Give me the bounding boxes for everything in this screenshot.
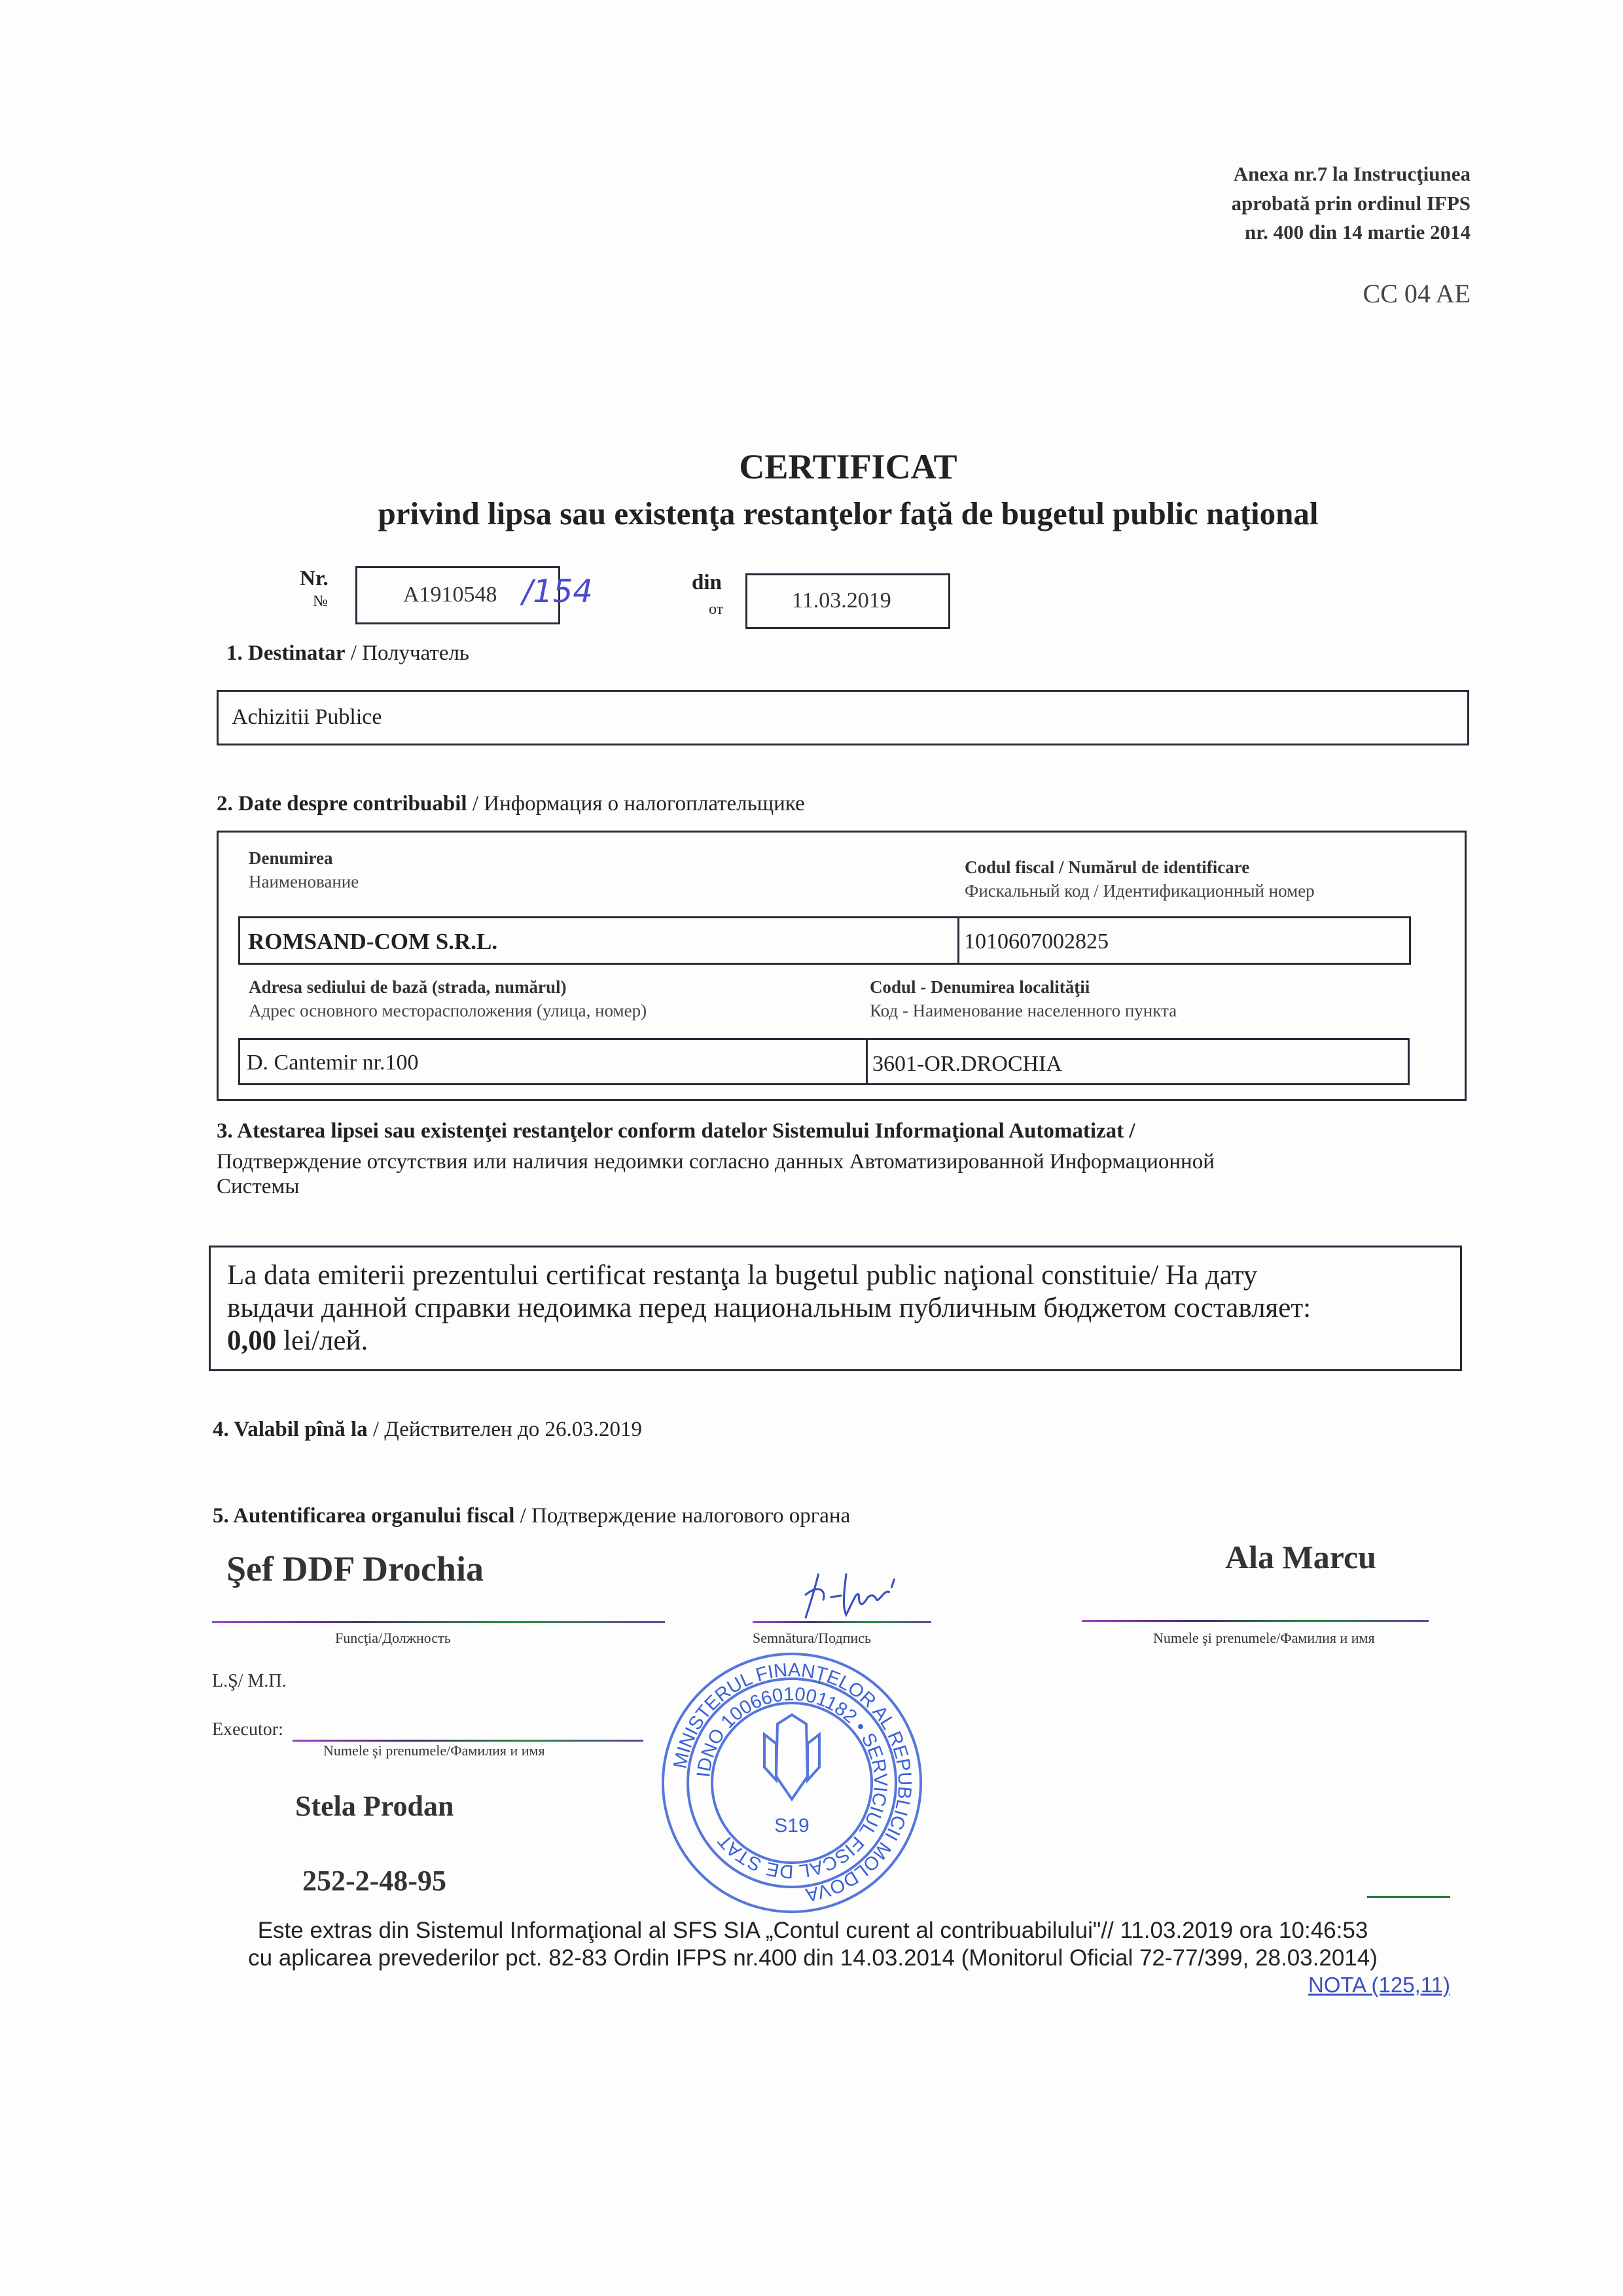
certificate-date: 11.03.2019 [792,588,891,613]
annex-line-3: nr. 400 din 14 martie 2014 [1244,221,1471,243]
footer-line-1: Este extras din Sistemul Informaţional al SFS SIA „Contul curent al contribuabilului"// 11.03.2019 ora 10:46:53 [257,1918,1368,1943]
company-name: ROMSAND-COM S.R.L. [248,929,498,954]
locality-value: 3601-OR.DROCHIA [872,1052,1062,1076]
arrears-amount: 0,00 [227,1325,277,1356]
recipient-field [217,690,1469,745]
executor-name: Stela Prodan [295,1790,454,1822]
handwritten-signature [785,1564,942,1620]
currency: lei/лей. [276,1325,368,1356]
note-link[interactable]: NOTA (125,11) [1308,1973,1450,1997]
signature-line [753,1621,931,1623]
address-locality-row [238,1038,1410,1085]
name-label-ru: Наименование [249,872,359,891]
section1-heading [226,641,469,666]
recipient-value: Achizitii Publice [232,705,382,729]
address-label-ru: Адрес основного месторасположения (улица, номер) [249,1001,647,1020]
divider [957,918,959,963]
certificate-date-field [745,573,950,629]
document-subtitle: privind lipsa sau existenţa restanţelor faţă de bugetul public naţional [378,495,1319,531]
handwritten-number-suffix: /154 [522,573,593,610]
section5-heading-ro: 5. Autentificarea organului fiscal [213,1504,515,1528]
name-line [1082,1620,1429,1622]
name-label: Denumirea [249,848,333,868]
document-title: CERTIFICAT [739,447,957,486]
section1-heading-ro: 1. Destinatar [226,641,346,665]
annex-line-1: Anexa nr.7 la Instrucţiunea [1233,162,1471,185]
official-function: Şef DDF Drochia [226,1549,484,1588]
valid-until-label: 4. Valabil pînă la [213,1418,368,1441]
stamp-inner-text: IDNO 1006601001182 • SERVICIUL FISCAL DE STAT [693,1683,891,1882]
certificate-number: A1910548 [403,583,497,607]
section3-heading-ru-2: Системы [217,1175,300,1198]
executor-phone: 252-2-48-95 [302,1865,446,1897]
certificate-number-field [355,566,593,624]
section2-heading [217,792,805,816]
address-value: D. Cantemir nr.100 [247,1050,419,1075]
annex-line-2: aprobată prin ordinul IFPS [1231,192,1471,215]
section4-heading [213,1418,642,1442]
arrears-amount-line [227,1325,368,1357]
ls-label: L.Ş/ M.П. [212,1671,287,1691]
executor-label: Executor: [212,1719,283,1740]
arrears-statement-box [209,1246,1462,1371]
function-label: Funcţia/Должность [335,1630,451,1646]
footer-line-2: cu aplicarea prevederilor pct. 82-83 Ordin IFPS nr.400 din 14.03.2014 (Monitorul Oficial 72-77/399, 28.03.2014) [248,1945,1378,1971]
section2-heading-ro: 2. Date despre contribuabil [217,792,467,816]
section3-heading: 3. Atestarea lipsei sau existenţei restanţelor conform datelor Sistemului Informaţional Automatizat / [217,1119,1135,1143]
address-label: Adresa sediului de bază (strada, numărul) [249,977,567,997]
din-label: din [692,571,722,594]
nr-label-ru: № [313,593,328,610]
stamp-code: S19 [774,1815,810,1837]
section5-heading-ru: / Подтверждение налогового органа [514,1504,851,1528]
din-label-ru: от [709,601,724,618]
name-label: Numele şi prenumele/Фамилия и имя [1153,1630,1375,1646]
official-stamp [661,1652,923,1914]
valid-until-ru: / Действителен до 26.03.2019 [367,1418,642,1441]
executor-line [293,1740,643,1742]
official-name: Ala Marcu [1225,1539,1376,1575]
form-code: CC 04 AE [1363,279,1471,308]
locality-label: Codul - Denumirea localităţii [870,977,1090,997]
signature-label: Semnătura/Подпись [753,1630,871,1646]
fiscal-code-label-ru: Фискальный код / Идентификационный номер [965,881,1315,901]
fiscal-code-label: Codul fiscal / Numărul de identificare [965,857,1250,877]
divider [866,1040,868,1083]
fiscal-code-value: 1010607002825 [964,929,1109,954]
arrears-text-1: La data emiterii prezentului certificat restanţa la bugetul public naţional constituie/ На дату [227,1260,1258,1291]
section5-heading [213,1504,850,1528]
section3-heading-ru-1: Подтверждение отсутствия или наличия недоимки согласно данных Автоматизированной Информационной [217,1150,1215,1174]
short-line [1367,1896,1450,1898]
executor-name-label: Numele şi prenumele/Фамилия и имя [323,1742,545,1759]
name-fiscal-row [238,916,1411,965]
stamp-outer-text: MINISTERUL FINANŢELOR AL REPUBLICII MOLDOVA [669,1659,916,1905]
nr-label: Nr. [300,567,329,590]
section2-heading-ru: / Информация о налогоплательщике [467,792,805,816]
section1-heading-ru: / Получатель [345,641,469,665]
arrears-text-2: выдачи данной справки недоимка перед национальным публичным бюджетом составляет: [227,1293,1311,1323]
function-line [212,1621,665,1623]
locality-label-ru: Код - Наименование населенного пункта [870,1001,1177,1020]
